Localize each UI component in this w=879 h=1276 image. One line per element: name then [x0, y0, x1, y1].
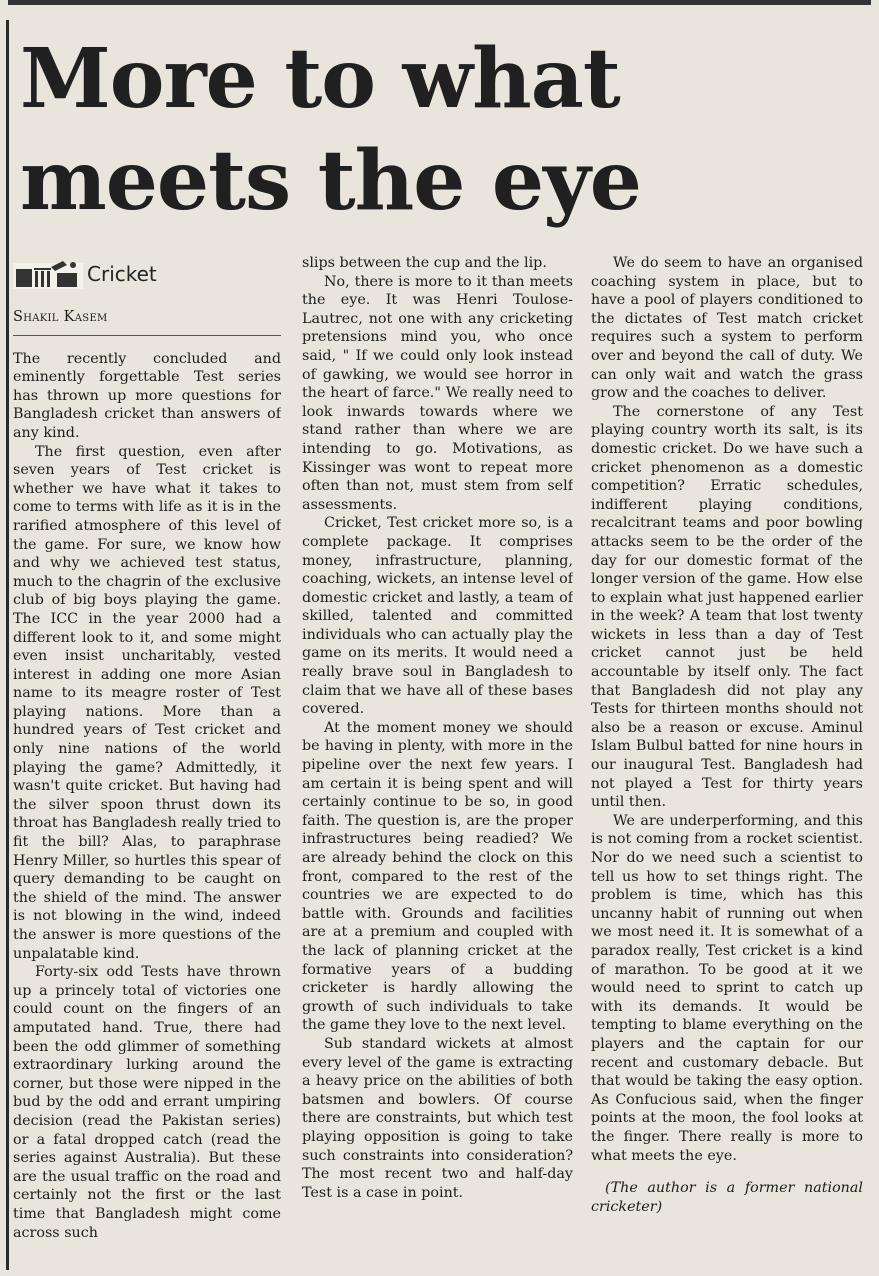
paragraph: The recently concluded and eminently forgettable Test series has thrown up more questions for Bangladesh cricket than answers of any kind.: [13, 350, 281, 441]
left-rule: [6, 20, 9, 1270]
author-note: (The author is a former national cricketer): [591, 1180, 863, 1215]
column-3: [591, 254, 863, 1264]
paragraph: No, there is more to it than meets the eye. It was Henri Toulose-Lautrec, not one with any cricketing pretensions mind you, who once said, " If we could only look instead of gawking, we would see horror in the heart of farce." We really need to look inwards towards where we stand rather than where we are intending to go. Motivations, as Kissinger was wont to repeat more often than not, must stem from self assessments.: [302, 273, 573, 513]
cricket-stumps-logo-icon: [13, 259, 83, 289]
paragraph: The cornerstone of any Test playing country worth its salt, is its domestic cricket. Do we have such a cricket phenomenon as a domestic competition? Erratic schedules, indifferent playing conditions, recalcitrant teams and poor bowling attacks seem to be the order of the day for our domestic format of the longer version of the game. How else to explain what just happened earlier in the week? A team that lost twenty wickets in less than a day of Test cricket cannot just be held accountable by itself only. The fact that Bangladesh did not play any Tests for thirteen months should not also be a reason or excuse. Aminul Islam Bulbul batted for nine hours in our inaugural Test. Bangladesh had not played a Test for thirty years until then.: [591, 403, 863, 811]
section-label: Cricket: [87, 261, 157, 286]
section-header: [13, 257, 281, 291]
top-rule: [8, 0, 871, 5]
byline: Shakil Kasem: [13, 308, 281, 336]
paragraph: The first question, even after seven years of Test cricket is whether we have what it takes to come to terms with life as it is in the rarified atmosphere of this level of the game. For sure, we know how and why we achieved test status, much to the chagrin of the exclusive club of big boys playing the game. The ICC in the year 2000 had a different look to it, and some might even insist uncharitably, vested interest in adding one more Asian name to its meagre roster of Test playing nations. More than a hundred years of Test cricket and only nine nations of the world playing the game? Admittedly, it wasn't quite cricket. But having had the silver spoon thrust down its throat has Bangladesh really tried to fit the bill? Alas, to paraphrase Henry Miller, so hurtles this spear of query demanding to be caught on the shield of the mind. The answer is not blowing in the wind, indeed the answer is more questions of the unpalatable kind.: [13, 443, 281, 962]
paragraph: We do seem to have an organised coaching system in place, but to have a pool of players conditioned to the dictates of Test match cricket requires such a system to perform over and beyond the call of duty. We can only wait and watch the grass grow and the coaches to deliver.: [591, 255, 863, 402]
paragraph: At the moment money we should be having in plenty, with more in the pipeline over the next few years. I am certain it is being spent and will certainly continue to be so, in good faith. The question is, are the proper infrastructures being readied? We are already behind the clock on this front, compared to the rest of the countries we are expected to do battle with. Grounds and facilities are at a premium and coupled with the lack of planning cricket at the formative years of a budding cricketer is hardly allowing the growth of such individuals to take the game they love to the next level.: [302, 719, 573, 1034]
paragraph: Sub standard wickets at almost every level of the game is extracting a heavy price on the abilities of both batsmen and bowlers. Of course there are constraints, but which test playing opposition is going to take such constraints into consideration? The most recent two and half-day Test is a case in point.: [302, 1035, 573, 1201]
paragraph: We are underperforming, and this is not coming from a rocket scientist. Nor do we need such a scientist to tell us how to set things right. The problem is time, which has this uncanny habit of running out when we most need it. It is somewhat of a paradox really, Test cricket is a kind of marathon. To be good at it we would need to sprint to catch up with its demands. It would be tempting to blame everything on the players and the captain for our recent and customary debacle. But that would be taking the easy option. As Confucious said, when the finger points at the moon, the fool looks at the finger. There really is more to what meets the eye.: [591, 812, 863, 1164]
paragraph: Cricket, Test cricket more so, is a complete package. It comprises money, infrastructure, planning, coaching, wickets, an intense level of domestic cricket and lastly, a team of skilled, talented and committed individuals who can actually play the game on its merits. It would need a really brave soul in Bangladesh to claim that we have all of these bases covered.: [302, 515, 573, 718]
paragraph: Forty-six odd Tests have thrown up a princely total of victories one could count on the fingers of an amputated hand. True, there had been the odd glimmer of something extraordinary lurking around the corner, but those were nipped in the bud by the odd and errant umpiring decision (read the Pakistan series) or a fatal dropped catch (read the series against Australia). But these are the usual traffic on the road and certainly not the first or the last time that Bangladesh might come across such: [13, 964, 281, 1241]
column-1: [13, 254, 281, 1264]
column-2: [302, 254, 573, 1264]
paragraph: slips between the cup and the lip.: [302, 255, 547, 271]
headline: More to what meets the eye: [20, 31, 641, 229]
